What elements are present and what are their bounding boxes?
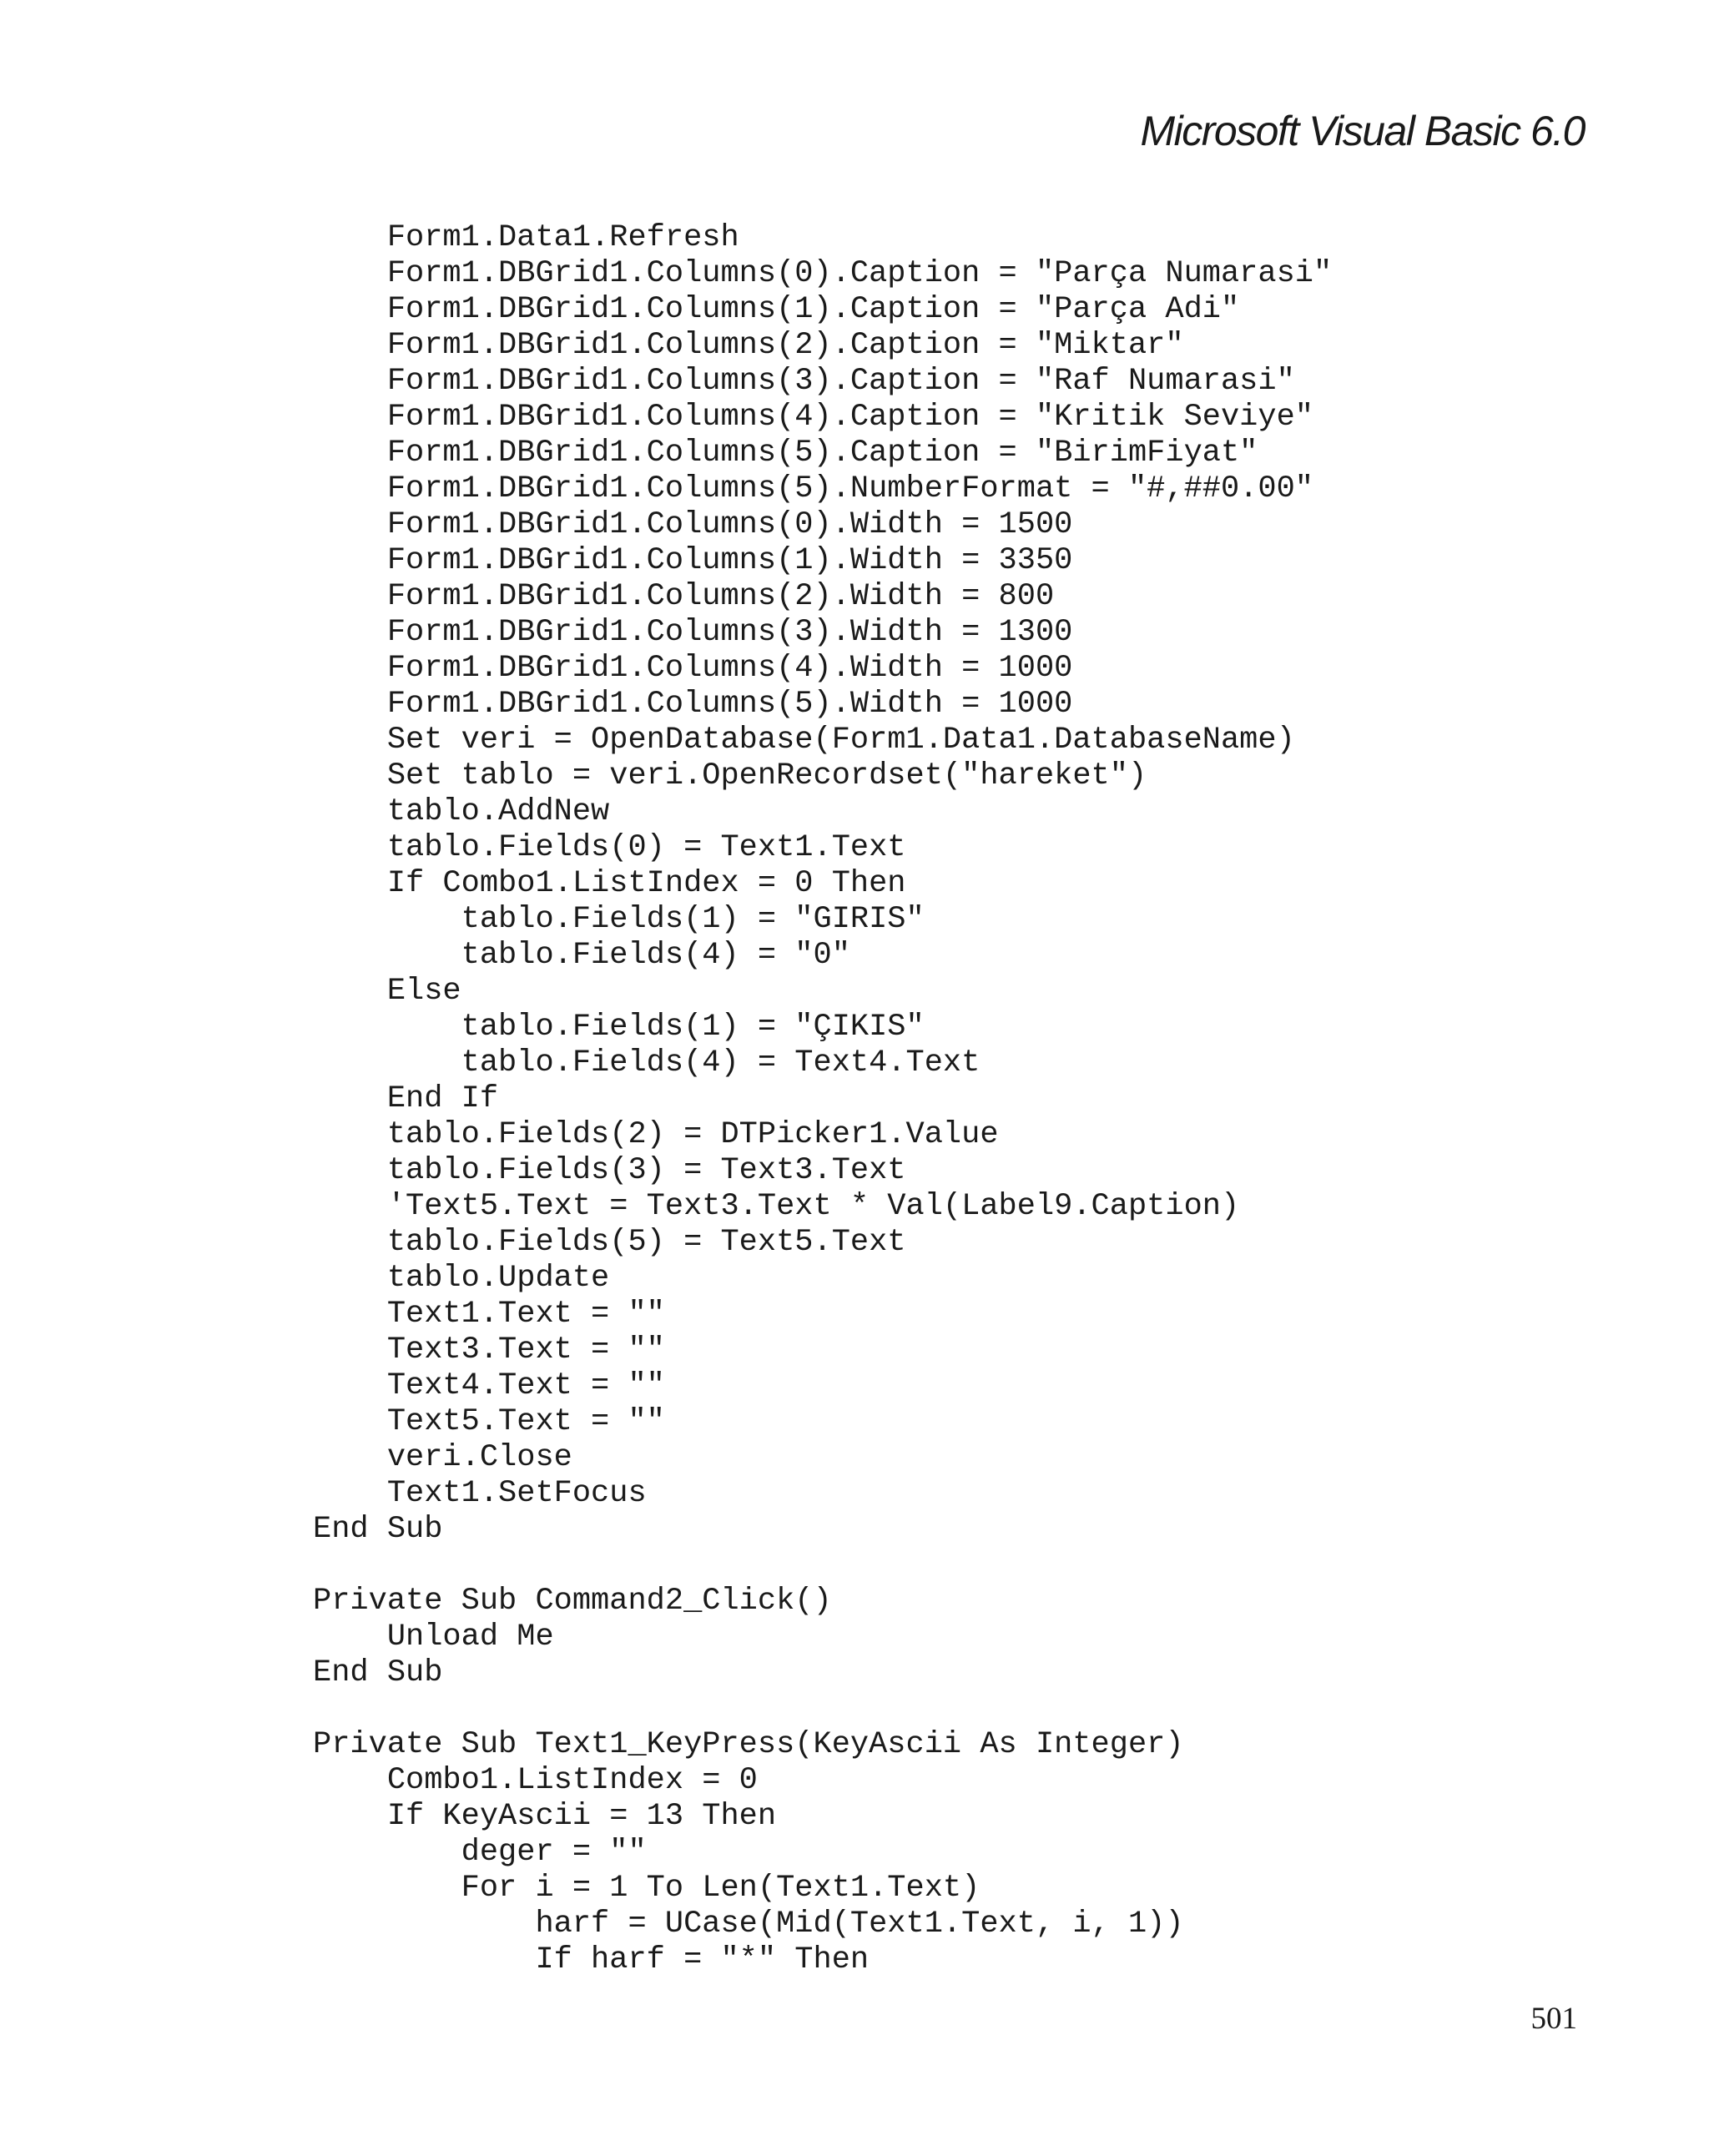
code-line: tablo.Fields(1) = "ÇIKIS": [313, 1010, 925, 1045]
code-line: Private Sub Command2_Click(): [313, 1584, 832, 1619]
code-line: Text3.Text = "": [313, 1332, 665, 1368]
code-line: tablo.Fields(5) = Text5.Text: [313, 1225, 906, 1260]
code-line: tablo.Fields(2) = DTPicker1.Value: [313, 1117, 999, 1152]
code-line: harf = UCase(Mid(Text1.Text, i, 1)): [313, 1907, 1184, 1942]
code-line: Form1.DBGrid1.Columns(1).Width = 3350: [313, 543, 1073, 578]
code-line: Text4.Text = "": [313, 1368, 665, 1403]
code-line: For i = 1 To Len(Text1.Text): [313, 1871, 981, 1906]
code-line: tablo.Fields(4) = "0": [313, 938, 850, 973]
code-line: Form1.DBGrid1.Columns(3).Width = 1300: [313, 615, 1073, 650]
code-line: Private Sub Text1_KeyPress(KeyAscii As Integer): [313, 1727, 1184, 1762]
code-line: If Combo1.ListIndex = 0 Then: [313, 866, 906, 901]
code-line: Form1.DBGrid1.Columns(0).Width = 1500: [313, 507, 1073, 542]
code-line: Form1.DBGrid1.Columns(2).Caption = "Miktar": [313, 328, 1184, 363]
code-line: Form1.DBGrid1.Columns(5).Width = 1000: [313, 687, 1073, 722]
code-line: Form1.DBGrid1.Columns(1).Caption = "Parça Adi": [313, 292, 1240, 327]
code-line: Form1.DBGrid1.Columns(4).Width = 1000: [313, 651, 1073, 686]
code-line: Form1.DBGrid1.Columns(5).Caption = "BirimFiyat": [313, 436, 1258, 471]
code-line: [313, 1691, 1332, 1727]
code-line: veri.Close: [313, 1440, 572, 1475]
code-line: tablo.AddNew: [313, 794, 610, 829]
code-line: Text1.Text = "": [313, 1297, 665, 1332]
code-line: End Sub: [313, 1655, 443, 1690]
code-line: Text5.Text = "": [313, 1404, 665, 1439]
code-line: tablo.Fields(0) = Text1.Text: [313, 830, 906, 865]
running-header-title: Microsoft Visual Basic 6.0: [1140, 108, 1585, 154]
code-line: 'Text5.Text = Text3.Text * Val(Label9.Caption): [313, 1189, 1240, 1224]
code-line: Text1.SetFocus: [313, 1476, 647, 1511]
code-line: Combo1.ListIndex = 0: [313, 1763, 758, 1798]
code-line: tablo.Fields(1) = "GIRIS": [313, 902, 925, 937]
code-line: tablo.Fields(4) = Text4.Text: [313, 1045, 981, 1081]
code-line: Form1.DBGrid1.Columns(2).Width = 800: [313, 579, 1055, 614]
code-line: Form1.Data1.Refresh: [313, 220, 739, 255]
code-line: Form1.DBGrid1.Columns(3).Caption = "Raf Numarasi": [313, 364, 1295, 399]
code-listing: [313, 220, 1332, 1978]
code-line: End Sub: [313, 1512, 443, 1547]
code-line: Set tablo = veri.OpenRecordset("hareket"): [313, 758, 1147, 793]
code-line: If KeyAscii = 13 Then: [313, 1799, 777, 1834]
code-line: Form1.DBGrid1.Columns(0).Caption = "Parça Numarasi": [313, 256, 1333, 291]
code-line: tablo.Fields(3) = Text3.Text: [313, 1153, 906, 1188]
code-line: Unload Me: [313, 1620, 554, 1655]
code-line: deger = "": [313, 1835, 647, 1870]
code-line: If harf = "*" Then: [313, 1942, 870, 1977]
code-line: Form1.DBGrid1.Columns(5).NumberFormat = "#,##0.00": [313, 471, 1313, 506]
code-line: Set veri = OpenDatabase(Form1.Data1.DatabaseName): [313, 723, 1295, 758]
code-line: Else: [313, 974, 461, 1009]
code-line: [313, 1548, 1332, 1584]
code-line: Form1.DBGrid1.Columns(4).Caption = "Kritik Seviye": [313, 400, 1313, 435]
code-line: End If: [313, 1081, 499, 1116]
code-line: tablo.Update: [313, 1261, 610, 1296]
page-number: 501: [1530, 2002, 1577, 2036]
